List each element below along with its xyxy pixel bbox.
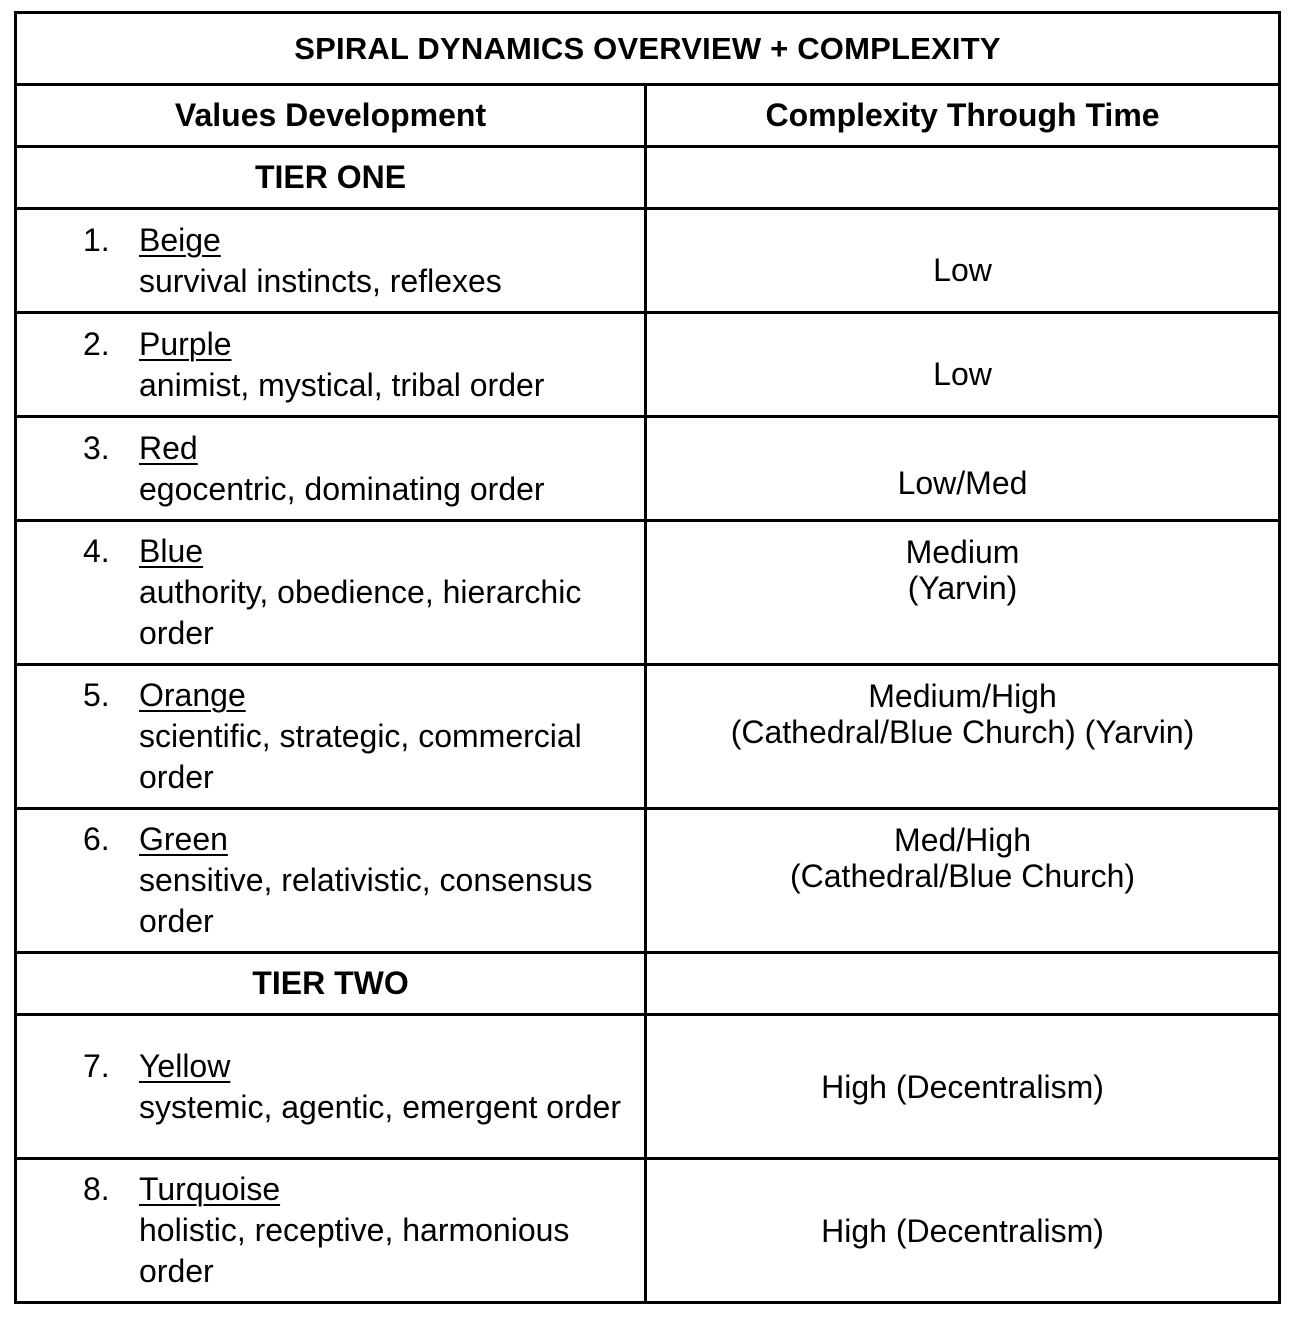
complexity-value: Med/High [894, 822, 1031, 858]
level-name: Purple [139, 325, 232, 362]
complexity-note: (Cathedral/Blue Church) (Yarvin) [730, 714, 1195, 750]
level-description: sensitive, relativistic, consensus order [139, 862, 593, 939]
level-cell [16, 665, 646, 809]
level-number: 8. [83, 1171, 110, 1207]
table-title: SPIRAL DYNAMICS OVERVIEW + COMPLEXITY [16, 13, 1280, 85]
complexity-cell [646, 313, 1280, 417]
level-description: egocentric, dominating order [139, 470, 545, 507]
complexity-cell [646, 809, 1280, 953]
complexity-cell [646, 417, 1280, 521]
level-cell [16, 313, 646, 417]
complexity-value: Low [933, 355, 992, 392]
level-row [16, 1159, 1280, 1303]
complexity-cell [646, 1159, 1280, 1303]
complexity-cell [646, 209, 1280, 313]
level-number: 4. [83, 533, 110, 569]
complexity-note: (Yarvin) [907, 570, 1018, 606]
level-number: 3. [83, 429, 110, 466]
tier-label: TIER ONE [16, 147, 646, 209]
level-row [16, 521, 1280, 665]
level-name: Blue [139, 533, 204, 569]
level-name: Green [139, 821, 228, 857]
tier-label: TIER TWO [16, 953, 646, 1015]
complexity-cell [646, 665, 1280, 809]
level-name: Yellow [139, 1047, 231, 1084]
level-number: 2. [83, 325, 110, 362]
complexity-note: (Cathedral/Blue Church) [789, 858, 1136, 894]
header-values-development: Values Development [16, 85, 646, 147]
level-name: Turquoise [139, 1171, 281, 1207]
complexity-value: Low [933, 251, 992, 288]
level-cell [16, 1159, 646, 1303]
complexity-cell [646, 521, 1280, 665]
header-complexity-through-time: Complexity Through Time [646, 85, 1280, 147]
tier-row [16, 953, 1280, 1015]
level-name: Beige [139, 221, 221, 258]
complexity-cell [646, 1015, 1280, 1159]
level-number: 6. [83, 821, 110, 857]
spiral-dynamics-table [14, 11, 1281, 1304]
level-cell [16, 417, 646, 521]
level-cell [16, 209, 646, 313]
complexity-value: High (Decentralism) [821, 1212, 1104, 1249]
level-row [16, 665, 1280, 809]
level-row [16, 417, 1280, 521]
level-description: survival instincts, reflexes [139, 262, 502, 299]
complexity-value: Medium/High [868, 678, 1057, 714]
level-number: 7. [83, 1047, 110, 1084]
level-description: systemic, agentic, emergent order [139, 1088, 621, 1125]
level-row [16, 1015, 1280, 1159]
level-description: authority, obedience, hierarchic order [139, 574, 582, 651]
title-row [16, 13, 1280, 85]
level-row [16, 809, 1280, 953]
level-description: animist, mystical, tribal order [139, 366, 545, 403]
level-cell [16, 809, 646, 953]
tier-empty-cell [646, 953, 1280, 1015]
level-cell [16, 521, 646, 665]
level-description: holistic, receptive, harmonious order [139, 1212, 570, 1289]
complexity-value: Low/Med [897, 464, 1028, 501]
level-description: scientific, strategic, commercial order [139, 718, 582, 795]
level-row [16, 209, 1280, 313]
complexity-value: Medium [905, 534, 1020, 570]
level-row [16, 313, 1280, 417]
level-number: 5. [83, 677, 110, 713]
tier-empty-cell [646, 147, 1280, 209]
complexity-value: High (Decentralism) [821, 1068, 1104, 1105]
header-row [16, 85, 1280, 147]
level-name: Red [139, 429, 198, 466]
level-number: 1. [83, 221, 110, 258]
tier-row [16, 147, 1280, 209]
level-cell [16, 1015, 646, 1159]
level-name: Orange [139, 677, 246, 713]
